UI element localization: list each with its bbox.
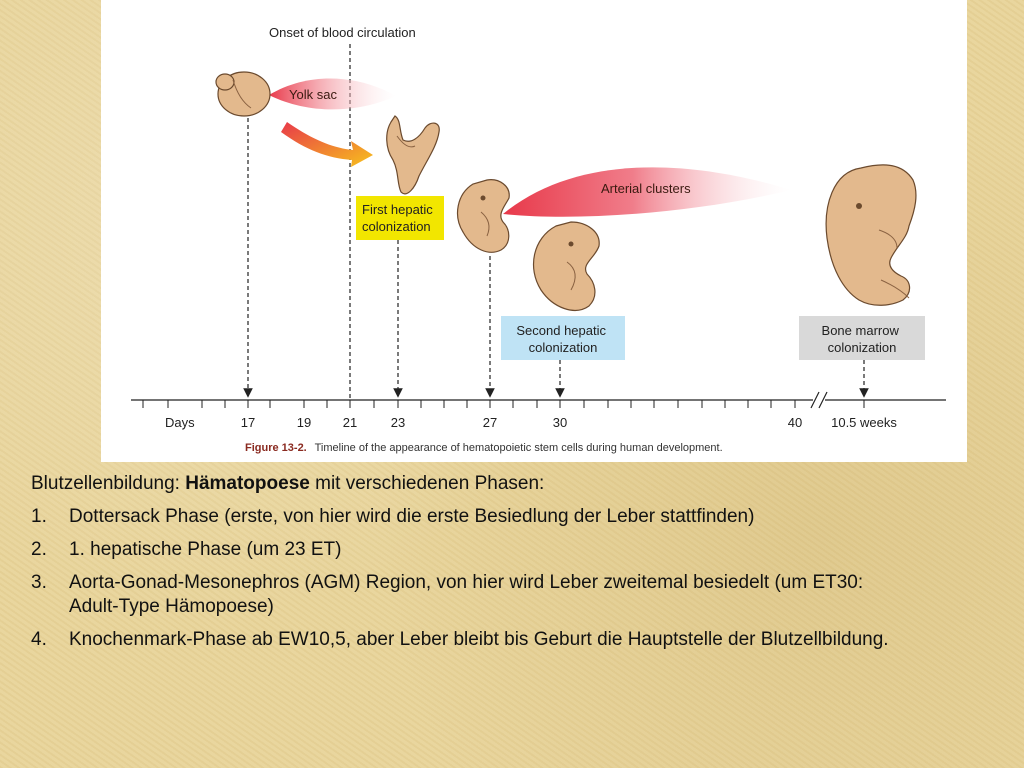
tick-label: 27 (482, 415, 498, 430)
onset-of-circulation-label: Onset of blood circulation (269, 25, 416, 40)
list-item (31, 628, 991, 652)
phase-list (31, 505, 991, 652)
hematopoiesis-timeline-figure (101, 0, 967, 462)
list-number: 4. (31, 629, 47, 650)
list-number: 1. (31, 506, 47, 527)
list-item (31, 505, 991, 529)
axis-minor-ticks (143, 400, 864, 408)
yolk-to-liver-arrow (281, 122, 373, 167)
intro-bold-term: Hämatopoese (185, 473, 310, 494)
embryo-day27-illustration (458, 180, 510, 253)
list-number: 2. (31, 539, 47, 560)
arterial-clusters-label: Arterial clusters (601, 181, 691, 196)
list-text: 1. hepatische Phase (um 23 ET) (69, 539, 342, 560)
tick-label: 30 (552, 415, 568, 430)
embryo-10-5-weeks-illustration (826, 165, 916, 305)
list-text: Dottersack Phase (erste, von hier wird die erste Besiedlung der Leber stattfinden) (69, 506, 755, 527)
tick-label: 10.5 weeks (831, 415, 897, 430)
embryo-day30-illustration (534, 222, 600, 310)
axis-label-days: Days (165, 415, 195, 430)
second-hepatic-label: Second hepatic colonization (516, 323, 606, 355)
bone-marrow-label: Bone marrow colonization (821, 323, 899, 355)
figure-caption: Figure 13-2. Timeline of the appearance of hematopoietic stem cells during human development. (245, 442, 723, 454)
tick-label: 21 (342, 415, 358, 430)
figure-panel (101, 0, 967, 462)
list-text: Knochenmark-Phase ab EW10,5, aber Leber bleibt bis Geburt die Hauptstelle der Blutzellbildung. (69, 629, 889, 650)
first-hepatic-label: First hepatic colonization (362, 202, 433, 234)
list-text: Aorta-Gonad-Mesonephros (AGM) Region, von hier wird Leber zweitemal besiedelt (um ET30: Adult-Type Hämopoese) (69, 572, 864, 617)
tick-label: 23 (390, 415, 406, 430)
intro-prefix: Blutzellenbildung: (31, 473, 180, 494)
tick-label: 17 (240, 415, 256, 430)
embryo-day17-illustration (216, 72, 270, 116)
embryo-day23-illustration (387, 116, 440, 194)
intro-line (31, 472, 991, 496)
yolk-sac-label: Yolk sac (289, 87, 337, 102)
slide-text (31, 472, 991, 661)
intro-suffix: mit verschiedenen Phasen: (315, 473, 545, 494)
list-item (31, 538, 991, 562)
tick-label: 40 (787, 415, 803, 430)
list-item (31, 571, 991, 619)
tick-label: 19 (296, 415, 312, 430)
list-number: 3. (31, 572, 47, 593)
